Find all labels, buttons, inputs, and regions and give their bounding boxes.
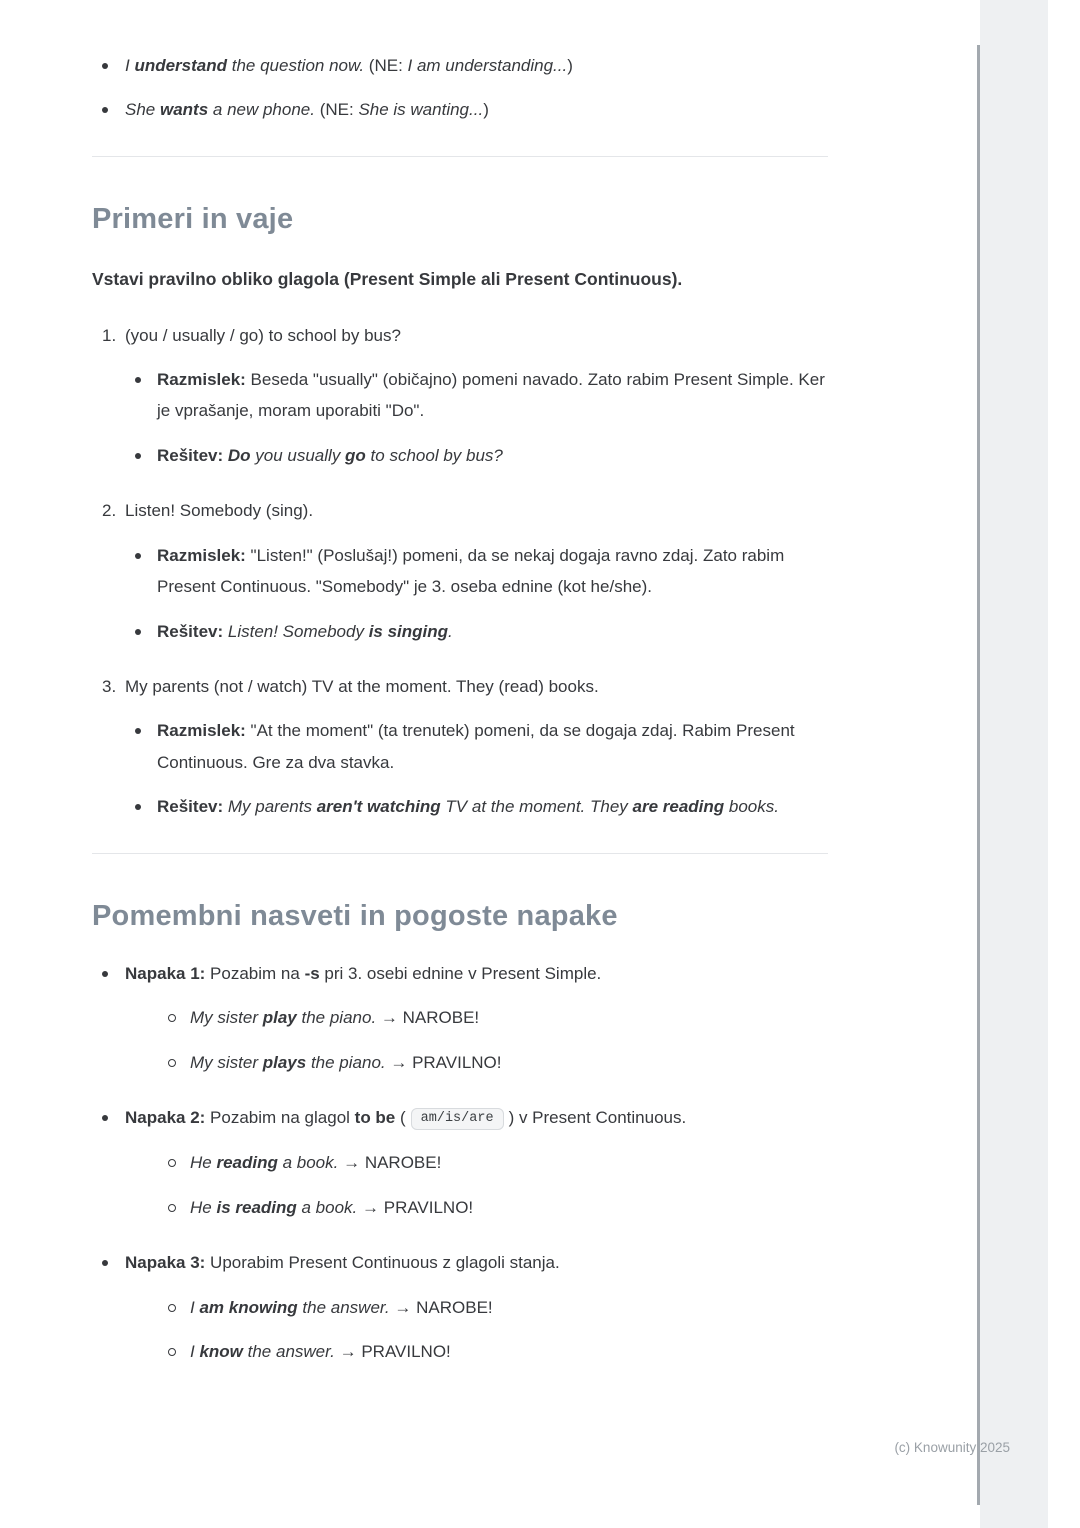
rich-text: Rešitev: Do you usually go to school by bus? — [157, 445, 503, 465]
viewer-background-rail — [980, 0, 1048, 1528]
section-title-primeri-in-vaje: Primeri in vaje — [92, 202, 294, 235]
exercise-sublist — [135, 540, 828, 647]
mistake-item — [92, 958, 828, 1078]
rich-text: I understand the question now. (NE: I am understanding...) — [125, 56, 573, 75]
exercise-item — [92, 320, 828, 472]
rich-text: Razmislek: "At the moment" (ta trenutek) pomeni, da se dogaja zdaj. Rabim Present Continuous. Gre za dva stavka. — [157, 721, 795, 772]
mistake-lead: Napaka 1: Pozabim na -s pri 3. osebi ednine v Present Simple. — [125, 964, 602, 983]
exercise-prompt-row — [92, 671, 828, 702]
divider — [92, 853, 828, 854]
list-item — [135, 540, 828, 603]
list-item — [168, 1292, 828, 1323]
rich-text: He reading a book. → NAROBE! — [190, 1153, 442, 1173]
copyright-watermark: (c) Knowunity 2025 — [894, 1440, 1010, 1455]
section-title-pomembni-nasveti: Pomembni nasveti in pogoste napake — [92, 899, 618, 932]
mistake-lead: Napaka 3: Uporabim Present Continuous z glagoli stanja. — [125, 1253, 560, 1273]
instruction-text: Vstavi pravilno obliko glagola (Present Simple ali Present Continuous). — [92, 269, 683, 290]
rich-text: Rešitev: My parents aren't watching TV at the moment. They are reading books. — [157, 797, 779, 817]
list-item — [168, 1192, 828, 1223]
document-content — [92, 50, 828, 1367]
mistake-item — [92, 1247, 828, 1367]
exercise-sublist — [135, 715, 828, 822]
divider — [92, 156, 828, 157]
list-item — [135, 715, 828, 778]
rich-text: He is reading a book. → PRAVILNO! — [190, 1197, 474, 1217]
list-item — [92, 50, 828, 81]
list-number: 1. — [102, 325, 117, 345]
list-item — [168, 1147, 828, 1178]
exercise-list — [92, 320, 828, 823]
list-item — [168, 1336, 828, 1367]
rich-text: I am knowing the answer. → NAROBE! — [190, 1297, 493, 1317]
list-number: 3. — [102, 677, 117, 696]
list-item — [135, 616, 828, 647]
exercise-item — [92, 495, 828, 647]
list-item — [135, 440, 828, 471]
list-item — [135, 364, 828, 427]
intro-bullet-list — [92, 50, 828, 126]
rich-text: Razmislek: Beseda "usually" (običajno) pomeni navado. Zato rabim Present Simple. Ker je vprašanje, moram uporabiti "Do". — [157, 369, 825, 421]
list-item — [135, 791, 828, 822]
rich-text: I know the answer. → PRAVILNO! — [190, 1342, 451, 1362]
mistake-examples — [168, 1002, 828, 1078]
mistake-examples — [168, 1147, 828, 1223]
page-edge-line — [977, 45, 980, 1505]
exercise-prompt: Listen! Somebody (sing). — [125, 501, 314, 521]
rich-text: Rešitev: Listen! Somebody is singing. — [157, 621, 453, 641]
exercise-item — [92, 671, 828, 823]
mistake-lead: Napaka 2: Pozabim na glagol to be ( am/is/are ) v Present Continuous. — [125, 1102, 828, 1134]
list-item — [168, 1047, 828, 1078]
mistake-list — [92, 958, 828, 1367]
mistake-item — [92, 1102, 828, 1223]
exercise-prompt: My parents (not / watch) TV at the moment. They (read) books. — [125, 677, 599, 696]
exercise-prompt-row — [92, 495, 828, 526]
exercise-prompt-row — [92, 320, 828, 351]
mistake-examples — [168, 1292, 828, 1368]
list-number: 2. — [102, 501, 117, 521]
rich-text: My sister play the piano. → NAROBE! — [190, 1008, 480, 1028]
rich-text: My sister plays the piano. → PRAVILNO! — [190, 1052, 502, 1072]
rich-text: She wants a new phone. (NE: She is wanting...) — [125, 100, 489, 120]
list-item — [92, 94, 828, 125]
rich-text: Razmislek: "Listen!" (Poslušaj!) pomeni, da se nekaj dogaja ravno zdaj. Zato rabim Present Continuous. "Somebody" je 3. oseba ednine (kot he/she). — [157, 545, 785, 597]
exercise-prompt: (you / usually / go) to school by bus? — [125, 325, 401, 345]
list-item — [168, 1002, 828, 1033]
exercise-sublist — [135, 364, 828, 471]
